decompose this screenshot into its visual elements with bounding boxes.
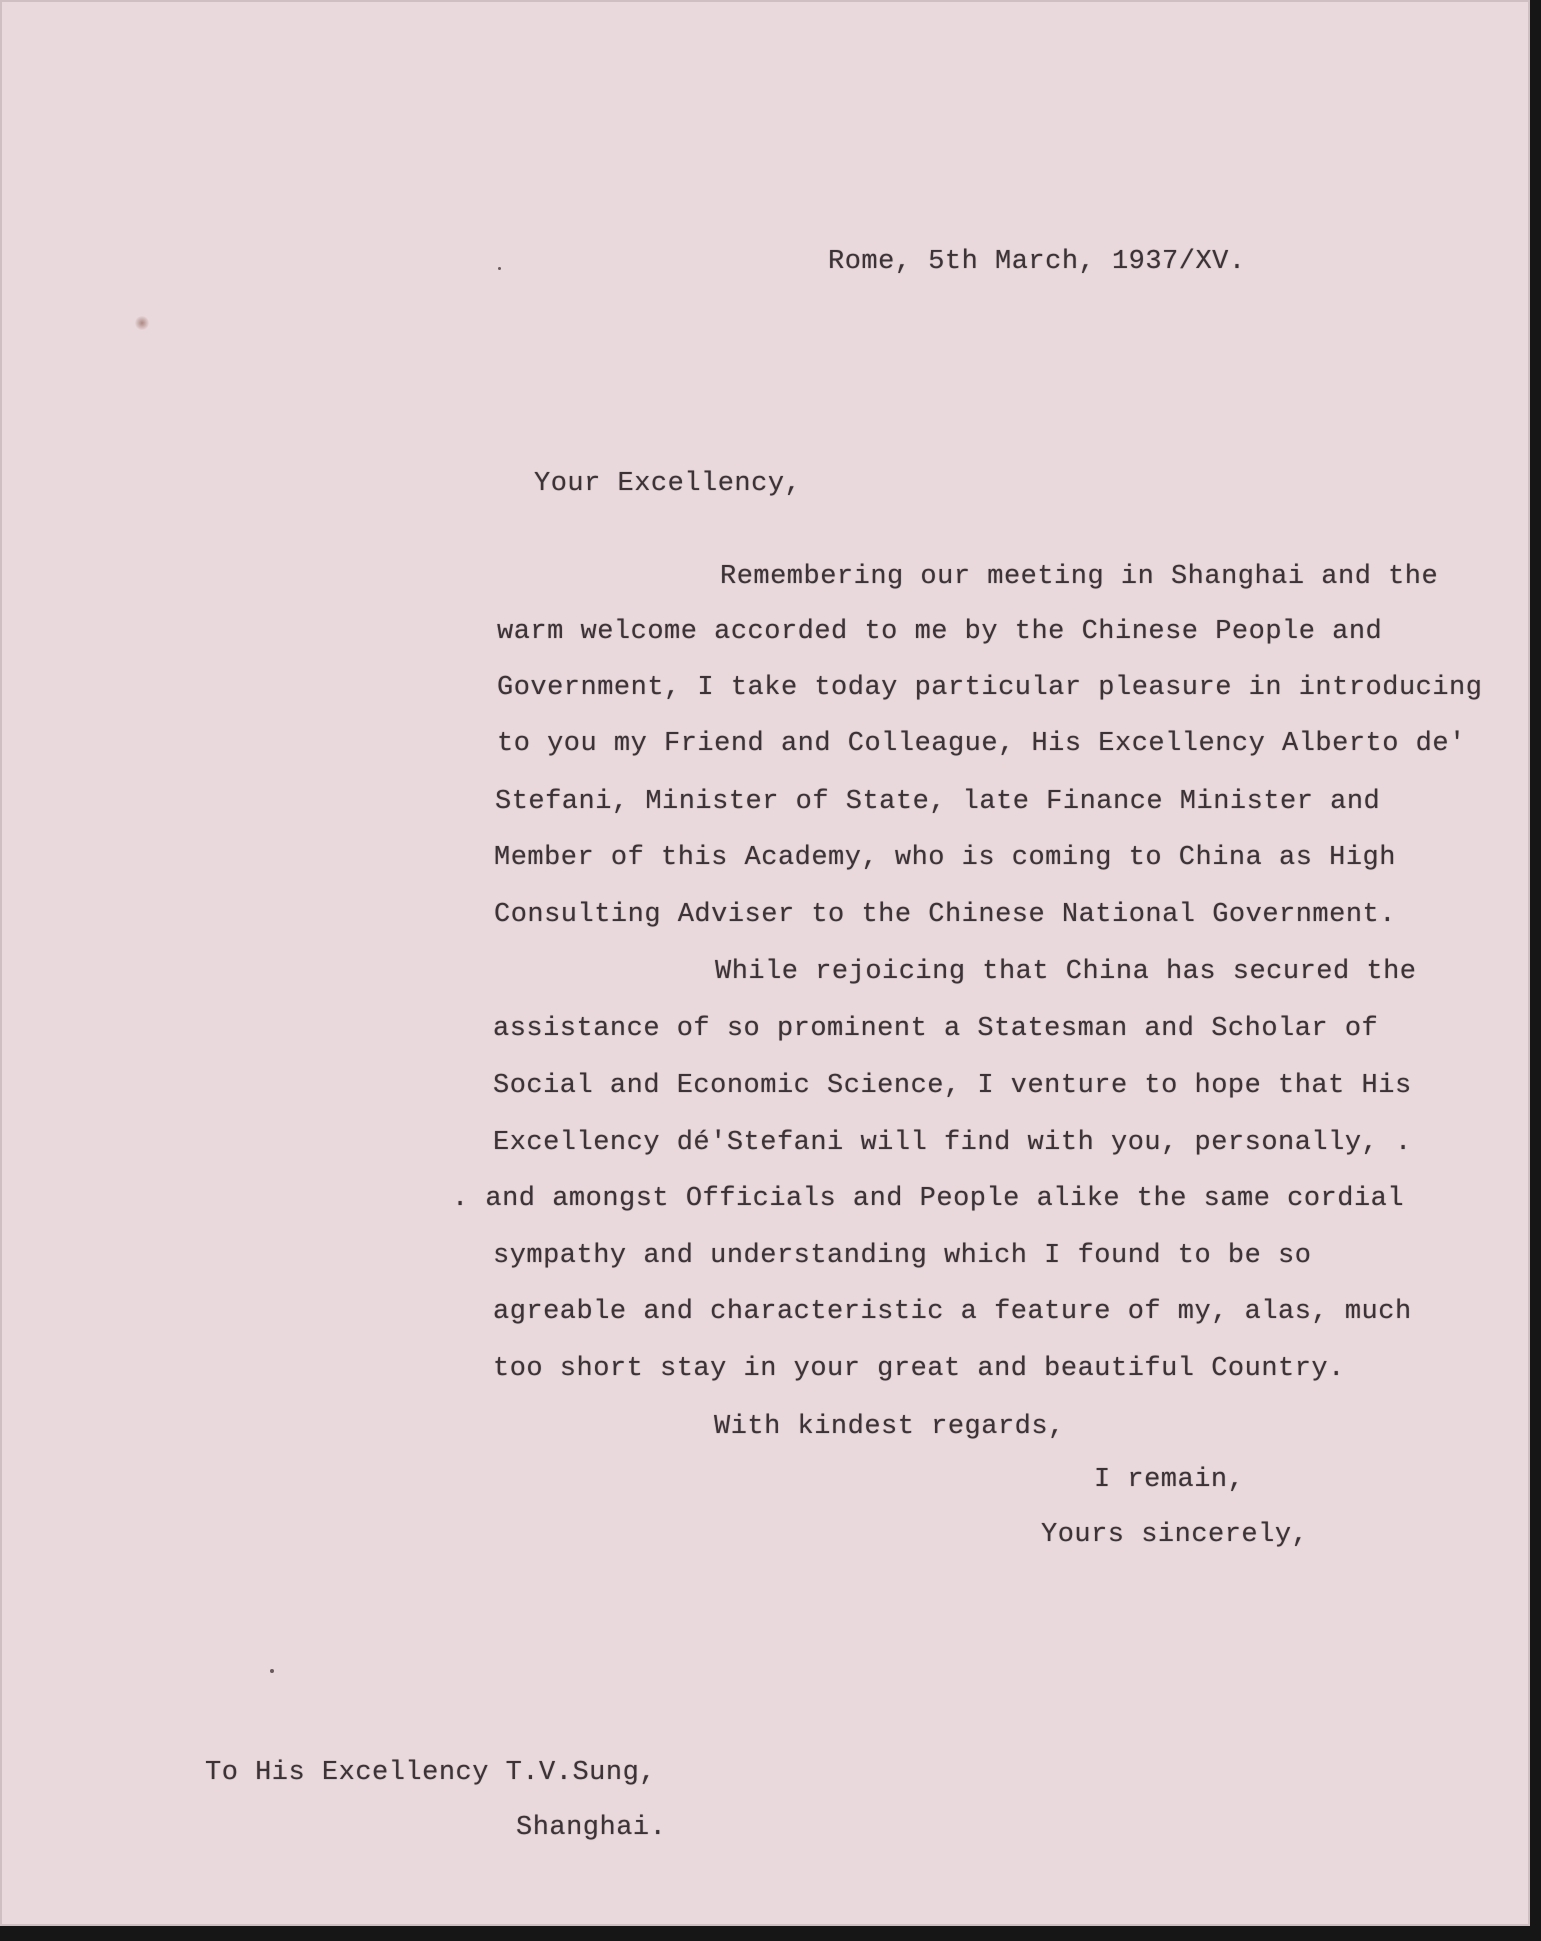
addressee-line: To His Excellency T.V.Sung, [205,1758,656,1788]
body-line: to you my Friend and Colleague, His Excellency Alberto de' [497,729,1466,759]
body-line: agreable and characteristic a feature of my, alas, much [493,1297,1412,1327]
scan-border-bottom [0,1926,1541,1941]
body-line: too short stay in your great and beautiful Country. [493,1354,1345,1384]
salutation: Your Excellency, [534,469,802,499]
closing-signoff: Yours sincerely, [1041,1520,1309,1550]
body-line: . and amongst Officials and People alike the same cordial [452,1184,1405,1214]
closing-remain: I remain, [1094,1465,1245,1495]
body-line: Excellency dé'Stefani will find with you, personally, . [493,1128,1412,1158]
paper-speck [498,267,501,270]
paper-speck [270,1669,274,1673]
body-line: sympathy and understanding which I found to be so [493,1241,1312,1271]
body-line: Government, I take today particular pleasure in introducing [497,673,1483,703]
body-line: Remembering our meeting in Shanghai and the [720,562,1439,592]
body-line: Member of this Academy, who is coming to China as High [494,843,1396,873]
paper-stain [135,316,149,330]
dateline: Rome, 5th March, 1937/XV. [828,247,1246,277]
body-line: assistance of so prominent a Statesman and Scholar of [493,1014,1379,1044]
body-line: While rejoicing that China has secured the [715,957,1417,987]
closing-regards: With kindest regards, [714,1412,1065,1442]
body-line: warm welcome accorded to me by the Chinese People and [497,617,1383,647]
addressee-city: Shanghai. [516,1813,667,1843]
scan-border-right [1530,0,1541,1941]
body-line: Stefani, Minister of State, late Finance Minister and [495,787,1381,817]
body-line: Social and Economic Science, I venture to hope that His [493,1071,1412,1101]
body-line: Consulting Adviser to the Chinese National Government. [494,900,1396,930]
